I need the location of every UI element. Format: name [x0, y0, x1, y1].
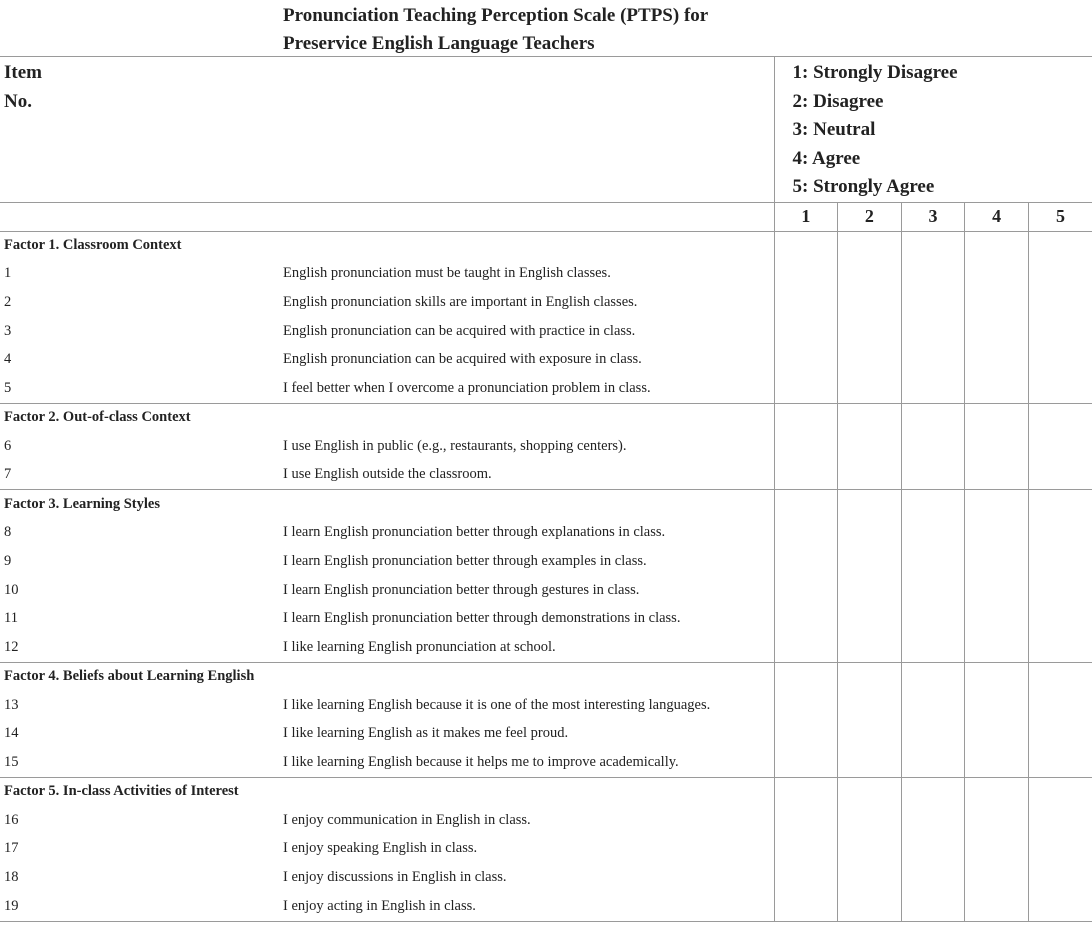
rating-cell-3	[901, 777, 965, 806]
item-number: 12	[0, 633, 283, 662]
rating-cell-5[interactable]	[1028, 691, 1092, 720]
rating-cell-5	[1028, 777, 1092, 806]
rating-cell-3[interactable]	[901, 547, 965, 576]
item-number: 10	[4, 581, 19, 598]
rating-cell-5[interactable]	[1028, 518, 1092, 547]
factor-header-row	[0, 490, 1092, 519]
rating-cell-2[interactable]	[838, 576, 902, 605]
rating-cell-4[interactable]	[965, 288, 1029, 317]
factor-header-row	[0, 403, 1092, 432]
rating-cell-4[interactable]	[965, 892, 1029, 921]
item-statement: I like learning English pronunciation at school.	[283, 633, 774, 662]
rating-cell-3[interactable]	[901, 863, 965, 892]
rating-cell-3[interactable]	[901, 748, 965, 777]
rating-cell-2[interactable]	[838, 317, 902, 346]
rating-cell-2[interactable]	[838, 863, 902, 892]
item-row	[0, 719, 1092, 748]
scale-number-1: 1	[774, 202, 838, 231]
rating-cell-1[interactable]	[774, 346, 838, 375]
factor-label: Factor 5. In-class Activities of Interest	[4, 783, 239, 800]
rating-cell-3[interactable]	[901, 835, 965, 864]
legend-entry: 4: Agree	[792, 147, 861, 169]
item-statement: English pronunciation can be acquired with practice in class.	[283, 322, 636, 339]
rating-cell-2	[838, 662, 902, 691]
rating-cell-2[interactable]	[838, 806, 902, 835]
rating-cell-1	[774, 403, 838, 432]
rating-cell-2[interactable]	[838, 633, 902, 662]
item-row	[0, 691, 1092, 720]
rating-cell-5[interactable]	[1028, 719, 1092, 748]
rating-cell-3[interactable]	[901, 260, 965, 289]
item-statement: I enjoy discussions in English in class.	[283, 869, 507, 886]
rating-cell-1[interactable]	[774, 461, 838, 490]
rating-cell-1[interactable]	[774, 691, 838, 720]
item-row	[0, 432, 1092, 461]
rating-cell-3[interactable]	[901, 461, 965, 490]
empty-cell	[283, 202, 774, 231]
rating-cell-4[interactable]	[965, 835, 1029, 864]
rating-cell-4	[965, 490, 1029, 519]
rating-cell-3[interactable]	[901, 518, 965, 547]
item-row	[0, 288, 1092, 317]
rating-cell-4	[965, 403, 1029, 432]
scale-number-row	[0, 202, 1092, 231]
title-line-2: Preservice English Language Teachers	[283, 33, 595, 54]
rating-cell-3	[901, 403, 965, 432]
rating-cell-3[interactable]	[901, 288, 965, 317]
rating-cell-2[interactable]	[838, 346, 902, 375]
rating-cell-5	[1028, 662, 1092, 691]
scale-number-2: 2	[838, 202, 902, 231]
scale-number-4: 4	[965, 202, 1029, 231]
rating-cell-5	[1028, 231, 1092, 260]
item-statement: I learn English pronunciation better through demonstrations in class.	[283, 610, 681, 627]
rating-cell-5[interactable]	[1028, 806, 1092, 835]
rating-cell-3[interactable]	[901, 691, 965, 720]
item-number: 7	[0, 461, 283, 490]
rating-cell-4[interactable]	[965, 518, 1029, 547]
rating-cell-5[interactable]	[1028, 461, 1092, 490]
item-number: 8	[4, 524, 12, 541]
rating-cell-2[interactable]	[838, 892, 902, 921]
rating-cell-5	[1028, 403, 1092, 432]
legend-entry: 3: Neutral	[792, 119, 876, 140]
title-line-1: Pronunciation Teaching Perception Scale (PTPS) for	[283, 5, 709, 26]
rating-cell-3[interactable]	[901, 892, 965, 921]
rating-cell-2[interactable]	[838, 691, 902, 720]
scale-number-3: 3	[901, 202, 965, 231]
item-row	[0, 260, 1092, 289]
rating-cell-4[interactable]	[965, 863, 1029, 892]
rating-cell-5[interactable]	[1028, 863, 1092, 892]
item-statement: I like learning English because it helps me to improve academically.	[283, 748, 774, 777]
item-row	[0, 835, 1092, 864]
item-row	[0, 374, 1092, 403]
item-number: 19	[0, 892, 283, 921]
rating-cell-4[interactable]	[965, 547, 1029, 576]
rating-cell-1	[774, 662, 838, 691]
rating-cell-5[interactable]	[1028, 288, 1092, 317]
item-statement: I feel better when I overcome a pronunciation problem in class.	[283, 374, 774, 403]
rating-cell-3	[901, 231, 965, 260]
item-row	[0, 461, 1092, 490]
rating-cell-5[interactable]	[1028, 346, 1092, 375]
scale-legend	[774, 57, 1092, 203]
rating-cell-1[interactable]	[774, 288, 838, 317]
rating-cell-5[interactable]	[1028, 547, 1092, 576]
rating-cell-4[interactable]	[965, 432, 1029, 461]
rating-cell-4	[965, 231, 1029, 260]
item-row	[0, 547, 1092, 576]
item-row	[0, 576, 1092, 605]
item-number: 1	[4, 265, 12, 282]
item-statement: I use English outside the classroom.	[283, 461, 774, 490]
factor-label: Factor 3. Learning Styles	[4, 495, 160, 512]
item-statement: I learn English pronunciation better through examples in class.	[283, 552, 647, 569]
rating-cell-1[interactable]	[774, 835, 838, 864]
rating-cell-4[interactable]	[965, 374, 1029, 403]
rating-cell-1[interactable]	[774, 604, 838, 633]
item-statement: I enjoy communication in English in class.	[283, 811, 531, 828]
rating-cell-2[interactable]	[838, 518, 902, 547]
rating-cell-5[interactable]	[1028, 892, 1092, 921]
rating-cell-3[interactable]	[901, 374, 965, 403]
rating-cell-2[interactable]	[838, 604, 902, 633]
rating-cell-5[interactable]	[1028, 835, 1092, 864]
rating-cell-5[interactable]	[1028, 317, 1092, 346]
item-statement: I learn English pronunciation better through gestures in class.	[283, 581, 640, 598]
rating-cell-3[interactable]	[901, 604, 965, 633]
rating-cell-4[interactable]	[965, 748, 1029, 777]
rating-cell-3[interactable]	[901, 806, 965, 835]
item-statement: I learn English pronunciation better through explanations in class.	[283, 524, 666, 541]
rating-cell-3[interactable]	[901, 719, 965, 748]
factor-header-row	[0, 231, 1092, 260]
legend-entry: 2: Disagree	[792, 90, 884, 112]
factor-header-row	[0, 662, 1092, 691]
item-number: 13	[4, 696, 19, 713]
item-header-line-1: Item	[4, 62, 42, 83]
rating-cell-4[interactable]	[965, 604, 1029, 633]
ptps-table	[0, 56, 1092, 922]
item-statement: English pronunciation can be acquired with exposure in class.	[283, 351, 642, 368]
item-number: 6	[4, 437, 12, 454]
legend-entry: 1: Strongly Disagree	[792, 62, 958, 83]
item-statement: English pronunciation skills are important in English classes.	[283, 294, 638, 311]
rating-cell-3	[901, 662, 965, 691]
scale-number-5: 5	[1028, 202, 1092, 231]
rating-cell-3[interactable]	[901, 432, 965, 461]
item-row	[0, 863, 1092, 892]
item-header-line-2: No.	[4, 90, 32, 112]
rating-cell-4[interactable]	[965, 719, 1029, 748]
rating-cell-2[interactable]	[838, 547, 902, 576]
item-number: 18	[4, 869, 19, 886]
rating-cell-4[interactable]	[965, 317, 1029, 346]
item-number: 9	[4, 552, 12, 569]
item-statement: I enjoy speaking English in class.	[283, 840, 478, 857]
rating-cell-1[interactable]	[774, 374, 838, 403]
rating-cell-1	[774, 777, 838, 806]
item-number: 11	[4, 610, 18, 627]
item-row	[0, 346, 1092, 375]
rating-cell-5[interactable]	[1028, 604, 1092, 633]
rating-cell-1[interactable]	[774, 719, 838, 748]
rating-cell-5[interactable]	[1028, 432, 1092, 461]
rating-cell-5[interactable]	[1028, 748, 1092, 777]
rating-cell-1[interactable]	[774, 576, 838, 605]
header-row	[0, 57, 1092, 203]
rating-cell-4[interactable]	[965, 576, 1029, 605]
item-row	[0, 748, 1092, 777]
item-number: 14	[4, 725, 19, 742]
rating-cell-2	[838, 403, 902, 432]
table-title	[283, 2, 708, 58]
item-statement: I enjoy acting in English in class.	[283, 892, 774, 921]
rating-cell-5	[1028, 490, 1092, 519]
item-number: 15	[0, 748, 283, 777]
factor-header-row	[0, 777, 1092, 806]
rating-cell-2[interactable]	[838, 432, 902, 461]
rating-cell-1[interactable]	[774, 432, 838, 461]
item-number: 5	[0, 374, 283, 403]
item-row	[0, 892, 1092, 921]
item-number: 2	[4, 294, 12, 311]
rating-cell-2[interactable]	[838, 288, 902, 317]
rating-cell-3	[901, 490, 965, 519]
rating-cell-4[interactable]	[965, 346, 1029, 375]
rating-cell-5[interactable]	[1028, 576, 1092, 605]
item-row	[0, 518, 1092, 547]
item-row	[0, 317, 1092, 346]
rating-cell-4	[965, 777, 1029, 806]
rating-cell-2[interactable]	[838, 719, 902, 748]
rating-cell-2[interactable]	[838, 374, 902, 403]
rating-cell-2[interactable]	[838, 260, 902, 289]
item-number: 17	[4, 840, 19, 857]
rating-cell-2	[838, 490, 902, 519]
item-statement: English pronunciation must be taught in English classes.	[283, 265, 611, 282]
rating-cell-3[interactable]	[901, 633, 965, 662]
rating-cell-2[interactable]	[838, 461, 902, 490]
rating-cell-1[interactable]	[774, 863, 838, 892]
rating-cell-1[interactable]	[774, 748, 838, 777]
rating-cell-4[interactable]	[965, 461, 1029, 490]
rating-cell-2	[838, 777, 902, 806]
rating-cell-4[interactable]	[965, 691, 1029, 720]
factor-label: Factor 2. Out-of-class Context	[4, 409, 191, 426]
rating-cell-1[interactable]	[774, 547, 838, 576]
rating-cell-5[interactable]	[1028, 260, 1092, 289]
item-number: 3	[4, 322, 12, 339]
item-statement: I use English in public (e.g., restaurants, shopping centers).	[283, 437, 627, 454]
item-row	[0, 604, 1092, 633]
rating-cell-3[interactable]	[901, 317, 965, 346]
rating-cell-1[interactable]	[774, 892, 838, 921]
factor-label: Factor 1. Classroom Context	[4, 237, 182, 253]
rating-cell-1[interactable]	[774, 317, 838, 346]
rating-cell-4[interactable]	[965, 260, 1029, 289]
item-number: 16	[4, 811, 19, 828]
rating-cell-4[interactable]	[965, 633, 1029, 662]
rating-cell-4[interactable]	[965, 806, 1029, 835]
item-number: 4	[4, 351, 12, 368]
rating-cell-4	[965, 662, 1029, 691]
rating-cell-5[interactable]	[1028, 633, 1092, 662]
item-row	[0, 633, 1092, 662]
factor-label: Factor 4. Beliefs about Learning English	[4, 668, 255, 685]
rating-cell-3[interactable]	[901, 346, 965, 375]
rating-cell-3[interactable]	[901, 576, 965, 605]
rating-cell-1[interactable]	[774, 518, 838, 547]
rating-cell-1	[774, 231, 838, 260]
rating-cell-2	[838, 231, 902, 260]
rating-cell-2[interactable]	[838, 835, 902, 864]
item-statement: I like learning English as it makes me feel proud.	[283, 725, 569, 742]
item-row	[0, 806, 1092, 835]
rating-cell-1[interactable]	[774, 806, 838, 835]
rating-cell-1[interactable]	[774, 633, 838, 662]
empty-cell	[0, 202, 283, 231]
rating-cell-2[interactable]	[838, 748, 902, 777]
rating-cell-5[interactable]	[1028, 374, 1092, 403]
item-statement: I like learning English because it is one of the most interesting languages.	[283, 696, 711, 713]
rating-cell-1[interactable]	[774, 260, 838, 289]
item-no-header	[0, 57, 774, 203]
legend-entry: 5: Strongly Agree	[792, 176, 935, 197]
rating-cell-1	[774, 490, 838, 519]
